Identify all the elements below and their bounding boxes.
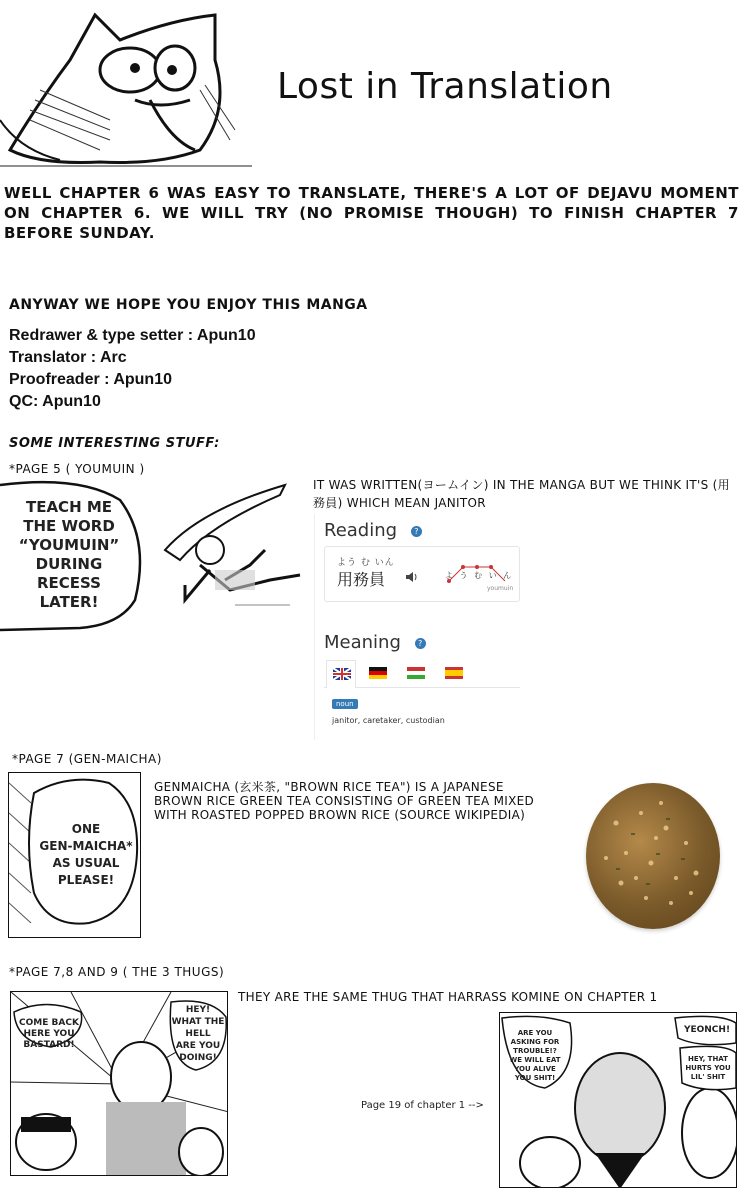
youmuin-bubble-text [14, 498, 124, 612]
meaning-title: Meaning [324, 632, 401, 653]
section3-label: *PAGE 7,8 AND 9 ( THE 3 THUGS) [9, 965, 225, 979]
thugs-manga-panel-left [10, 991, 228, 1176]
section1-label: *PAGE 5 ( YOUMUIN ) [9, 462, 145, 476]
furigana: よう む いん [337, 558, 395, 568]
right-bubble-1-text [503, 1029, 567, 1083]
bubble-line: LATER! [39, 593, 99, 611]
thugs-manga-panel-right [499, 1012, 737, 1188]
genmaicha-bubble-text [31, 821, 141, 889]
credit-proofreader: Proofreader : Apun10 [9, 371, 172, 388]
section2-label: *PAGE 7 (GEN-MAICHA) [12, 752, 162, 766]
bubble-line: THE WORD [23, 517, 115, 535]
pos-badge: noun [332, 699, 358, 709]
language-flags [324, 660, 520, 688]
chapter-pointer-text: Page 19 of chapter 1 --> [361, 1100, 484, 1111]
flag-es-icon[interactable] [445, 667, 463, 679]
right-bubble-3-text [680, 1055, 736, 1082]
flag-uk-icon[interactable] [326, 660, 356, 688]
bubble-line: TEACH ME [25, 498, 113, 516]
credit-redrawer: Redrawer & type setter : Apun10 [9, 327, 256, 344]
interesting-heading: SOME INTERESTING STUFF: [9, 436, 220, 451]
credit-translator: Translator : Arc [9, 349, 127, 366]
genmaicha-manga-panel [8, 772, 141, 938]
bubble-line: LIL' SHIT [690, 1073, 726, 1081]
header-manga-cat-panel [0, 0, 252, 168]
bubble-line: ONE [71, 822, 101, 836]
section2-note: GENMAICHA (玄米茶, "BROWN RICE TEA") IS A JAPANESE BROWN RICE GREEN TEA CONSISTING OF GREEN TEA MIXED WITH ROASTED POPPED BROWN RICE (SOURCE WIKIPEDIA) [154, 780, 535, 822]
pitch-accent-diagram [445, 559, 521, 595]
bubble-line: TROUBLE!? [513, 1047, 557, 1055]
kanji-word: 用務員 [337, 570, 386, 589]
credits-list [9, 325, 256, 413]
credit-qc: QC: Apun10 [9, 393, 101, 410]
bubble-line: PLEASE! [57, 873, 115, 887]
pitch-kana: よ う む い ん [445, 571, 514, 580]
dictionary-card [314, 514, 520, 740]
page-title: Lost in Translation [277, 66, 613, 107]
bubble-line: DURING [35, 555, 103, 573]
audio-icon[interactable] [405, 569, 419, 583]
reading-title: Reading [324, 520, 398, 541]
bubble-line: HELL [185, 1029, 211, 1039]
bubble-line: RECESS [37, 574, 101, 592]
reading-heading [324, 520, 422, 541]
bubble-line: GEN-MAICHA* [39, 839, 133, 853]
bubble-line: HERE YOU [23, 1029, 75, 1039]
youmuin-manga-panel [0, 480, 305, 640]
bubble-line: WE WILL EAT [509, 1056, 561, 1064]
bubble-line: ARE YOU [517, 1029, 553, 1037]
help-icon[interactable]: ? [411, 526, 422, 537]
bubble-line: COME BACK [19, 1018, 79, 1028]
right-bubble-2-text [678, 1025, 736, 1036]
bubble-line: HEY, THAT [688, 1055, 728, 1063]
bubble-line: ASKING FOR [510, 1038, 560, 1046]
left-bubble-1-text [13, 1018, 85, 1051]
left-bubble-2-text [169, 1004, 227, 1064]
romaji: youmuin [487, 585, 514, 592]
bubble-line: “YOUMUIN” [18, 536, 120, 554]
section3-note: THEY ARE THE SAME THUG THAT HARRASS KOMINE ON CHAPTER 1 [238, 990, 658, 1004]
bubble-line: WHAT THE [171, 1017, 225, 1027]
section1-note: IT WAS WRITTEN(ヨームイン) IN THE MANGA BUT WE THINK IT'S (用務員) WHICH MEAN JANITOR [313, 478, 730, 510]
reading-box [324, 546, 520, 602]
cat-illustration [0, 0, 252, 168]
bubble-line: ARE YOU [175, 1041, 221, 1051]
bubble-line: YEONCH! [683, 1025, 731, 1035]
genmaicha-tea-image [586, 783, 720, 929]
bubble-line: HEY! [185, 1005, 211, 1015]
bubble-line: AS USUAL [52, 856, 120, 870]
flag-hu-icon[interactable] [407, 667, 425, 679]
intro-text: WELL CHAPTER 6 WAS EASY TO TRANSLATE, THERE'S A LOT OF DEJAVU MOMENT ON CHAPTER 6. WE WILL TRY (NO PROMISE THOUGH) TO FINISH CHAPTER 7 BEFORE SUNDAY. [4, 184, 739, 242]
help-icon[interactable]: ? [415, 638, 426, 649]
bubble-line: DOING! [179, 1053, 217, 1063]
bubble-line: YOU SHIT! [514, 1074, 556, 1082]
meaning-heading [324, 632, 426, 653]
definition-text: janitor, caretaker, custodian [332, 716, 445, 725]
bubble-line: YOU ALIVE [514, 1065, 556, 1073]
bubble-line: BASTARD! [23, 1040, 75, 1050]
bubble-line: HURTS YOU [685, 1064, 731, 1072]
enjoy-text: ANYWAY WE HOPE YOU ENJOY THIS MANGA [9, 297, 368, 313]
flag-de-icon[interactable] [369, 667, 387, 679]
